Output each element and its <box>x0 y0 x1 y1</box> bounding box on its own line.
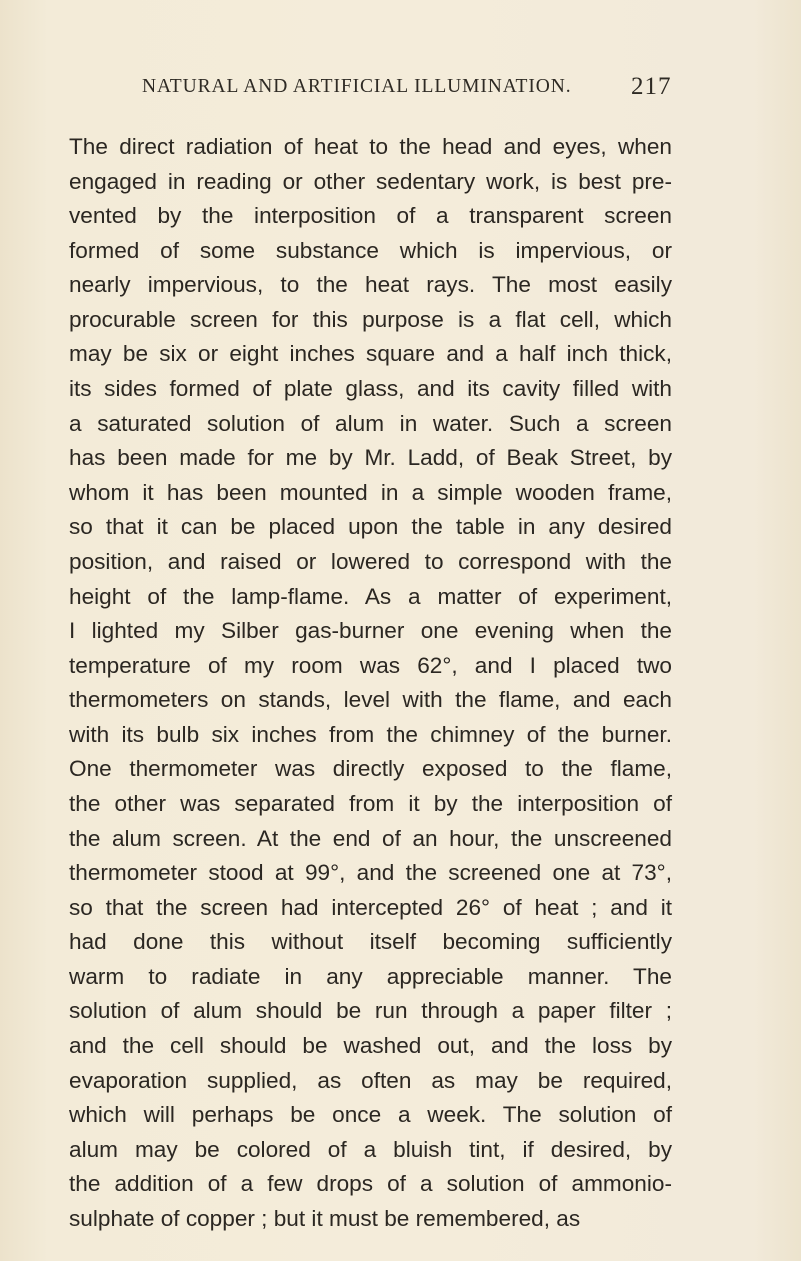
text-line: with its bulb six inches from the chimney of the burner. <box>69 721 672 747</box>
text-line: nearly impervious, to the heat rays. The most easily <box>69 272 672 298</box>
text-line: the addition of a few drops of a solution of ammonio- <box>69 1171 672 1197</box>
text-line: alum may be colored of a bluish tint, if desired, by <box>69 1136 672 1162</box>
text-line: so that it can be placed upon the table in any desired <box>69 514 672 540</box>
text-line: position, and raised or lowered to correspond with the <box>69 548 672 574</box>
page-number: 217 <box>631 73 672 100</box>
text-line: so that the screen had intercepted 26° of heat ; and it <box>69 894 672 920</box>
text-line: which will perhaps be once a week. The solution of <box>69 1102 672 1128</box>
text-line: thermometer stood at 99°, and the screened one at 73°, <box>69 860 672 886</box>
text-line: its sides formed of plate glass, and its cavity filled with <box>69 376 672 402</box>
text-line: thermometers on stands, level with the flame, and each <box>69 687 672 713</box>
text-line: evaporation supplied, as often as may be required, <box>69 1067 672 1093</box>
text-line: the alum screen. At the end of an hour, the unscreened <box>69 825 672 851</box>
text-line: I lighted my Silber gas-burner one evening when the <box>69 618 672 644</box>
text-line: a saturated solution of alum in water. Such a screen <box>69 410 672 436</box>
running-title: NATURAL AND ARTIFICIAL ILLUMINATION. <box>142 76 572 97</box>
body-paragraph <box>69 130 672 1237</box>
text-line: height of the lamp-flame. As a matter of experiment, <box>69 583 672 609</box>
text-line: One thermometer was directly exposed to the flame, <box>69 756 672 782</box>
text-line: temperature of my room was 62°, and I placed two <box>69 652 672 678</box>
text-line: procurable screen for this purpose is a flat cell, which <box>69 306 672 332</box>
text-line: had done this without itself becoming sufficiently <box>69 929 672 955</box>
text-line: warm to radiate in any appreciable manner. The <box>69 963 672 989</box>
text-line: vented by the interposition of a transparent screen <box>69 203 672 229</box>
text-line: has been made for me by Mr. Ladd, of Beak Street, by <box>69 445 672 471</box>
text-line: and the cell should be washed out, and the loss by <box>69 1033 672 1059</box>
text-line: The direct radiation of heat to the head and eyes, when <box>69 134 672 159</box>
text-line: engaged in reading or other sedentary work, is best pre- <box>69 168 672 194</box>
text-line: whom it has been mounted in a simple wooden frame, <box>69 479 672 505</box>
text-line: formed of some substance which is impervious, or <box>69 237 672 263</box>
text-line: may be six or eight inches square and a half inch thick, <box>69 341 672 367</box>
running-head <box>0 74 801 110</box>
text-line: the other was separated from it by the interposition of <box>69 790 672 816</box>
text-line: solution of alum should be run through a paper filter ; <box>69 998 672 1024</box>
text-line: sulphate of copper ; but it must be remembered, as <box>69 1205 581 1231</box>
